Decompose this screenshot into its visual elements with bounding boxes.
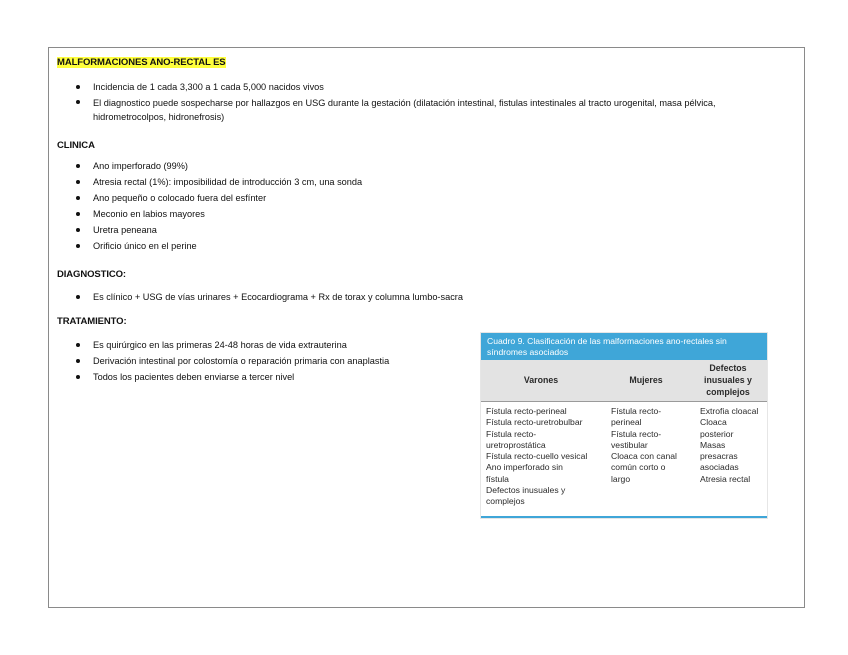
header-varones: Varones <box>523 375 559 385</box>
table-cell: Fístula recto- <box>611 428 662 439</box>
clinica-list <box>73 158 673 254</box>
list-item: Orificio único en el perine <box>73 238 673 254</box>
column-varones <box>486 406 587 508</box>
list-item: El diagnostico puede sospecharse por hallazgos en USG durante la gestación (dilatación intestinal, fistulas intestinales al tracto urogenital, masa pélvica, hidrometrocolpos, hidronefrosis) <box>73 95 778 125</box>
table-cell: largo <box>611 473 631 484</box>
list-item: Derivación intestinal por colostomía o reparación primaria con anaplastia <box>73 353 473 369</box>
list-item: Uretra peneana <box>73 222 673 238</box>
table-cell: vestibular <box>611 439 648 450</box>
table-cell: Ano imperforado sin <box>486 462 563 473</box>
table-cell: perineal <box>611 417 642 428</box>
table-cell: complejos <box>486 496 525 507</box>
table-cell: Atresia rectal <box>700 473 751 484</box>
section-heading-clinica: CLINICA <box>57 140 95 151</box>
intro-list <box>73 79 778 125</box>
diagnostico-list <box>73 289 673 305</box>
table-cell: uretroprostática <box>486 439 546 450</box>
table-cell: fístula <box>486 473 509 484</box>
list-item: Atresia rectal (1%): imposibilidad de introducción 3 cm, una sonda <box>73 174 673 190</box>
list-item: Es clínico + USG de vías urinares + Ecocardiograma + Rx de torax y columna lumbo-sacra <box>73 289 673 305</box>
header-mujeres: Mujeres <box>629 375 663 385</box>
table-cell: Cloaca <box>700 417 727 428</box>
table-cell: Fístula recto-cuello vesical <box>486 451 588 462</box>
table-header-row <box>481 360 767 402</box>
table-caption: Cuadro 9. Clasificación de las malformaciones ano-rectales sin síndromes asociados <box>481 333 767 360</box>
table-cell: Fístula recto- <box>611 406 662 416</box>
document-title: MALFORMACIONES ANO-RECTAL ES <box>57 57 226 68</box>
list-item: Meconio en labios mayores <box>73 206 673 222</box>
document-page <box>48 47 805 608</box>
column-defectos <box>700 406 758 485</box>
column-mujeres <box>611 406 677 485</box>
section-heading-diagnostico: DIAGNOSTICO: <box>57 269 126 280</box>
table-cell: Defectos inusuales y <box>486 485 566 496</box>
table-cell: Fístula recto- <box>486 428 537 439</box>
list-item: Todos los pacientes deben enviarse a tercer nivel <box>73 369 473 385</box>
tratamiento-list <box>73 337 473 385</box>
classification-table-image <box>481 333 767 518</box>
header-defectos: Defectos inusuales y complejos <box>704 363 752 397</box>
table-cell: Fístula recto-uretrobulbar <box>486 417 583 428</box>
table-bottom-rule <box>481 516 767 518</box>
list-item: Ano pequeño o colocado fuera del esfínter <box>73 190 673 206</box>
section-heading-tratamiento: TRATAMIENTO: <box>57 316 127 327</box>
table-cell: Extrofia cloacal <box>700 406 759 416</box>
table-cell: presacras <box>700 451 738 462</box>
table-cell: Fístula recto-perineal <box>486 406 567 416</box>
list-item: Ano imperforado (99%) <box>73 158 673 174</box>
table-cell: posterior <box>700 428 734 439</box>
list-item: Incidencia de 1 cada 3,300 a 1 cada 5,000 nacidos vivos <box>73 79 778 95</box>
table-cell: Masas <box>700 439 726 450</box>
table-cell: común corto o <box>611 462 666 473</box>
list-item: Es quirúrgico en las primeras 24-48 horas de vida extrauterina <box>73 337 473 353</box>
table-cell: asociadas <box>700 462 739 473</box>
table-cell: Cloaca con canal <box>611 451 677 462</box>
